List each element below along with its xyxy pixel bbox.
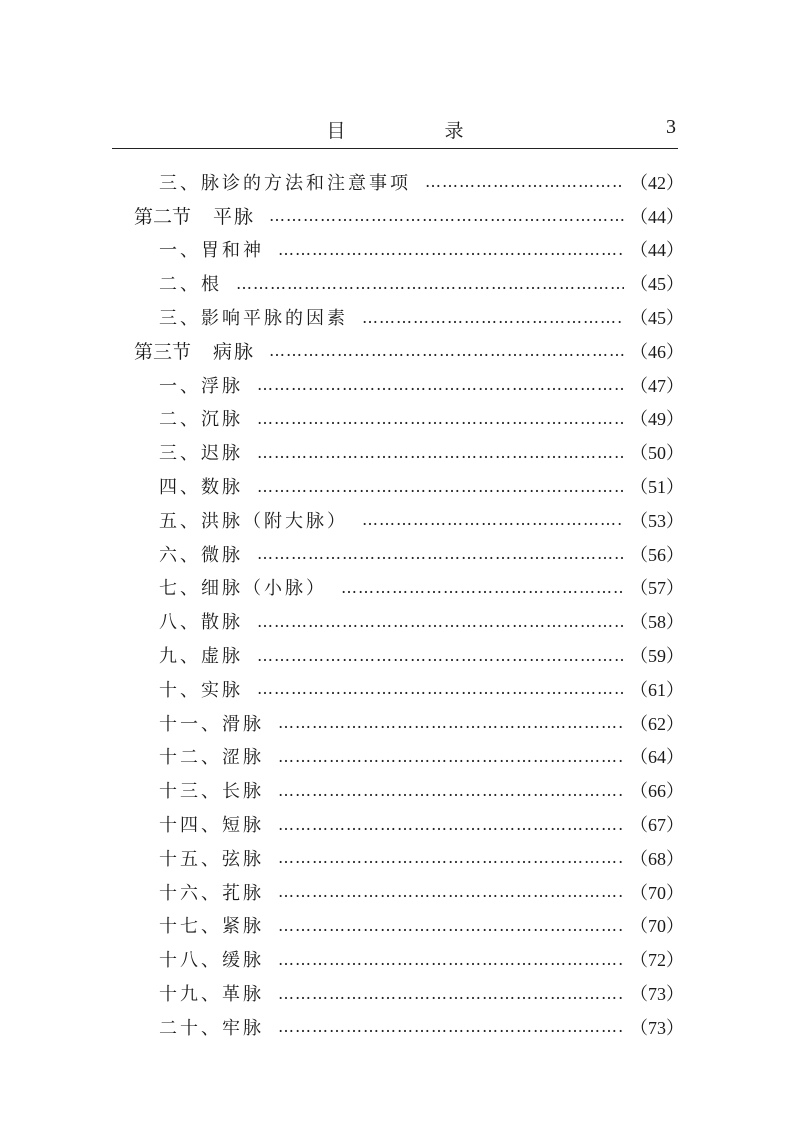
toc-entry-row xyxy=(0,875,800,909)
toc-page-number: （58） xyxy=(630,612,684,633)
toc-entry-label: 七、细脉（小脉） xyxy=(159,578,327,600)
toc-entry-label: 九、虚脉 xyxy=(159,646,243,668)
toc-entry-label: 三、迟脉 xyxy=(159,443,243,465)
toc-entry-row xyxy=(0,740,800,774)
toc-page-number: （50） xyxy=(630,443,684,464)
toc-entry-row xyxy=(0,807,800,841)
toc-page-number: （73） xyxy=(630,984,684,1005)
toc-entry-label: 一、胃和神 xyxy=(159,240,264,262)
dot-leader xyxy=(278,713,624,732)
dot-leader xyxy=(362,308,624,327)
toc-page-number: （70） xyxy=(630,916,684,937)
dot-leader xyxy=(278,815,624,834)
toc-entry-row xyxy=(0,435,800,469)
toc-page-number: （68） xyxy=(630,848,684,869)
toc-entry-row xyxy=(0,402,800,436)
toc-entry-label: 十八、缓脉 xyxy=(159,950,264,972)
toc-entry-label: 十三、长脉 xyxy=(159,781,264,803)
dot-leader xyxy=(278,882,624,901)
dot-leader xyxy=(278,781,624,800)
toc-page-number: （56） xyxy=(630,544,684,565)
dot-leader xyxy=(278,240,624,259)
dot-leader xyxy=(257,612,624,631)
toc-page-number: （51） xyxy=(630,477,684,498)
toc-entry-label: 十九、革脉 xyxy=(159,984,264,1006)
toc-entry-row xyxy=(0,469,800,503)
toc-entry-label: 十五、弦脉 xyxy=(159,848,264,870)
section-number: 第三节 xyxy=(134,341,192,364)
toc-entry-label: 十、实脉 xyxy=(159,679,243,701)
toc-entry-row xyxy=(0,604,800,638)
toc-entry-row xyxy=(0,368,800,402)
dot-leader xyxy=(269,341,624,360)
toc-page-number: （42） xyxy=(630,172,684,193)
dot-leader xyxy=(257,544,624,563)
dot-leader xyxy=(257,375,624,394)
toc-entry-row xyxy=(0,571,800,605)
dot-leader xyxy=(257,443,624,462)
dot-leader xyxy=(425,172,624,191)
toc-page-number: （73） xyxy=(630,1017,684,1038)
toc-page-number: （45） xyxy=(630,308,684,329)
toc-page-number: （47） xyxy=(630,375,684,396)
dot-leader xyxy=(257,679,624,698)
toc-entry-label: 四、数脉 xyxy=(159,477,243,499)
toc-entry-label: 十一、滑脉 xyxy=(159,713,264,735)
toc-entry-row xyxy=(0,841,800,875)
toc-entry-row xyxy=(0,266,800,300)
toc-entry-row xyxy=(0,503,800,537)
toc-entry-label: 二、根 xyxy=(159,274,222,296)
toc-entry-row xyxy=(0,672,800,706)
toc-entry-row xyxy=(0,976,800,1010)
section-title: 平脉 xyxy=(213,206,256,229)
dot-leader xyxy=(278,916,624,935)
toc-page-number: （53） xyxy=(630,510,684,531)
page-number: 3 xyxy=(666,116,676,138)
dot-leader xyxy=(278,984,624,1003)
toc-entry-label: 十六、芤脉 xyxy=(159,882,264,904)
dot-leader xyxy=(278,950,624,969)
toc-entry-row xyxy=(0,165,800,199)
toc-page-number: （72） xyxy=(630,950,684,971)
toc-page-number: （62） xyxy=(630,713,684,734)
toc-page-number: （61） xyxy=(630,679,684,700)
toc-entry-row xyxy=(0,537,800,571)
toc-entry-label: 二、沉脉 xyxy=(159,409,243,431)
toc-entry-label: 二十、牢脉 xyxy=(159,1017,264,1039)
toc-entry-label: 十四、短脉 xyxy=(159,815,264,837)
dot-leader xyxy=(257,646,624,665)
toc-entry-row xyxy=(0,1010,800,1044)
toc-entry-label: 三、影响平脉的因素 xyxy=(159,308,348,330)
dot-leader xyxy=(269,206,624,225)
toc-page-number: （46） xyxy=(630,341,684,362)
dot-leader xyxy=(257,409,624,428)
toc-section-label xyxy=(134,202,269,229)
toc-page-number: （57） xyxy=(630,578,684,599)
toc-entry-label: 三、脉诊的方法和注意事项 xyxy=(159,172,411,194)
running-header xyxy=(112,114,678,149)
table-of-contents xyxy=(0,165,800,1044)
toc-section-row xyxy=(0,199,800,233)
toc-page-number: （66） xyxy=(630,781,684,802)
toc-page-number: （59） xyxy=(630,646,684,667)
toc-page-number: （45） xyxy=(630,274,684,295)
dot-leader xyxy=(278,848,624,867)
toc-page-number: （70） xyxy=(630,882,684,903)
dot-leader xyxy=(362,510,624,529)
toc-page-number: （44） xyxy=(630,240,684,261)
toc-entry-row xyxy=(0,773,800,807)
toc-entry-row xyxy=(0,942,800,976)
toc-entry-row xyxy=(0,233,800,267)
toc-page-number: （64） xyxy=(630,747,684,768)
toc-entry-row xyxy=(0,638,800,672)
toc-entry-label: 十七、紧脉 xyxy=(159,916,264,938)
toc-page-number: （67） xyxy=(630,815,684,836)
toc-entry-label: 五、洪脉（附大脉） xyxy=(159,510,348,532)
dot-leader xyxy=(341,578,624,597)
dot-leader xyxy=(236,274,624,293)
toc-page-number: （44） xyxy=(630,206,684,227)
header-title: 目 录 xyxy=(326,120,504,142)
dot-leader xyxy=(257,477,624,496)
toc-entry-label: 一、浮脉 xyxy=(159,375,243,397)
toc-entry-label: 十二、涩脉 xyxy=(159,747,264,769)
toc-section-label xyxy=(134,337,269,364)
toc-entry-label: 八、散脉 xyxy=(159,612,243,634)
toc-page-number: （49） xyxy=(630,409,684,430)
toc-entry-label: 六、微脉 xyxy=(159,544,243,566)
section-title: 病脉 xyxy=(213,341,256,364)
toc-section-row xyxy=(0,334,800,368)
toc-entry-row xyxy=(0,706,800,740)
dot-leader xyxy=(278,747,624,766)
section-number: 第二节 xyxy=(134,206,192,229)
toc-entry-row xyxy=(0,300,800,334)
dot-leader xyxy=(278,1017,624,1036)
toc-entry-row xyxy=(0,909,800,943)
